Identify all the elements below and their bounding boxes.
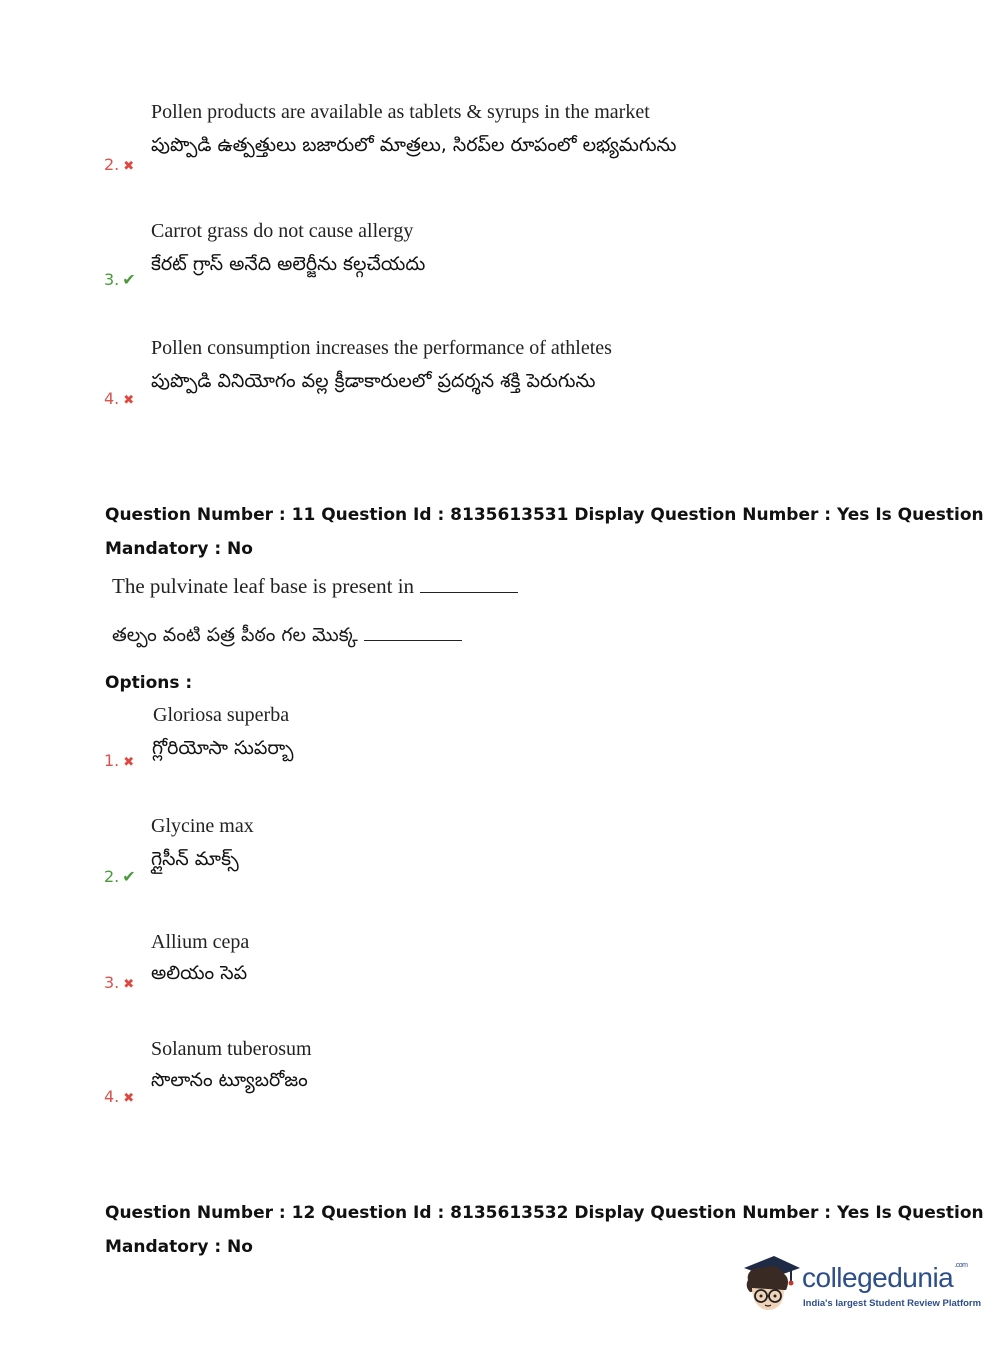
answer-blank — [420, 576, 518, 593]
wrong-icon: ✖ — [123, 1091, 135, 1106]
option-text-en: Glycine max — [151, 815, 254, 837]
option-number-label: 3. — [104, 973, 120, 992]
wrong-icon: ✖ — [123, 977, 135, 992]
option-text-en: Allium cepa — [151, 931, 250, 953]
option-text-te: కేరట్ గ్రాస్ అనేది అలెర్జీను కల్గచేయదు — [151, 253, 426, 275]
check-icon: ✔ — [122, 270, 136, 289]
logo-tagline: India's largest Student Review Platform — [803, 1298, 982, 1309]
option-number — [104, 973, 134, 992]
option-text-te: పుప్పొడి వినియోగం వల్ల క్రీడాకారులలో ప్రదర్శన శక్తి పెరుగును — [151, 370, 596, 392]
option-number — [104, 751, 134, 770]
check-icon: ✔ — [122, 867, 136, 886]
wrong-icon: ✖ — [123, 159, 135, 174]
option-number — [104, 155, 134, 174]
collegedunia-logo — [740, 1250, 982, 1320]
option-number — [104, 867, 136, 886]
question-text-en-label: The pulvinate leaf base is present in — [112, 574, 415, 598]
option-text-te: అలియం సెప — [151, 962, 248, 984]
question-text-te-label: తల్పం వంటి పత్ర పీఠం గల మొక్క — [112, 624, 358, 646]
question-text-en — [112, 574, 518, 599]
logo-name: collegedunia — [802, 1262, 954, 1293]
option-text-en: Gloriosa superba — [153, 704, 290, 726]
question-header: Question Number : 11 Question Id : 8135613531 Display Question Number : Yes Is Question — [105, 505, 984, 525]
option-text-en: Pollen consumption increases the performance of athletes — [151, 337, 612, 359]
logo-suffix: .com — [954, 1262, 968, 1269]
question-header: Question Number : 12 Question Id : 8135613532 Display Question Number : Yes Is Question — [105, 1203, 984, 1223]
logo-wordmark — [802, 1262, 967, 1294]
option-number-label: 2. — [104, 867, 120, 886]
option-number-label: 4. — [104, 1087, 120, 1106]
question-header-mandatory: Mandatory : No — [105, 539, 253, 559]
answer-blank — [364, 624, 462, 641]
question-header-mandatory: Mandatory : No — [105, 1237, 253, 1257]
option-text-en: Solanum tuberosum — [151, 1038, 312, 1060]
option-text-te: సొలానం ట్యూబరోజం — [151, 1069, 308, 1091]
mascot-icon — [740, 1250, 802, 1316]
option-text-te: గ్లోరియోసా సుపర్బా — [152, 737, 294, 759]
options-label: Options : — [105, 673, 193, 693]
wrong-icon: ✖ — [123, 755, 135, 770]
option-text-te: గ్లైసీన్ మాక్స్ — [151, 848, 239, 870]
option-number — [104, 1087, 134, 1106]
option-number — [104, 270, 136, 289]
option-number-label: 3. — [104, 270, 120, 289]
wrong-icon: ✖ — [123, 393, 135, 408]
option-text-en: Pollen products are available as tablets & syrups in the market — [151, 101, 650, 123]
option-number-label: 2. — [104, 155, 120, 174]
question-text-te — [112, 624, 462, 651]
option-number — [104, 389, 134, 408]
option-number-label: 1. — [104, 751, 120, 770]
option-number-label: 4. — [104, 389, 120, 408]
option-text-te: పుప్పొడి ఉత్పత్తులు బజారులో మాత్రలు, సిరప్‌ల రూపంలో లభ్యమగును — [151, 134, 677, 156]
option-text-en: Carrot grass do not cause allergy — [151, 220, 414, 242]
